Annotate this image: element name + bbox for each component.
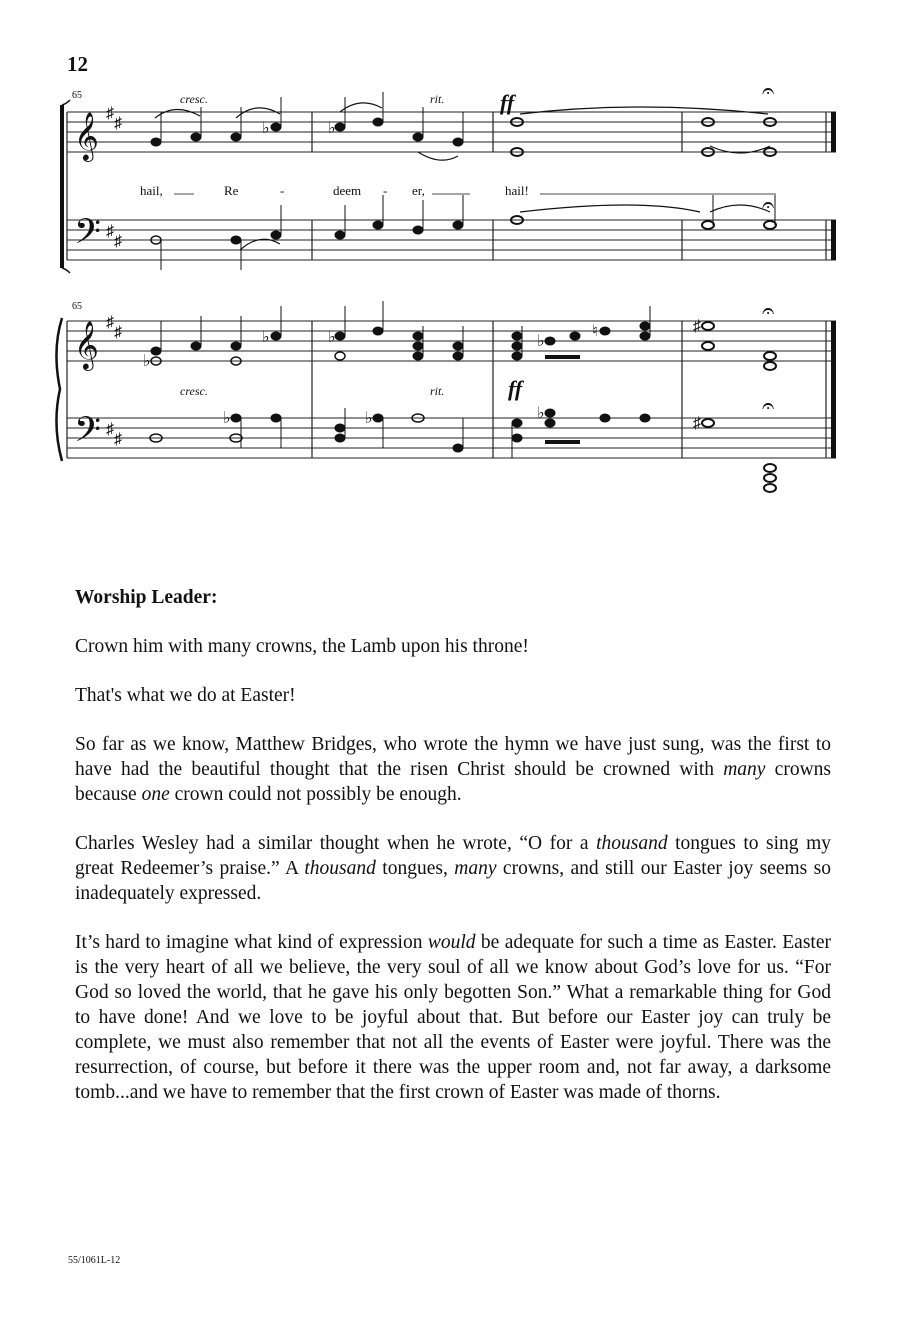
note — [231, 133, 241, 141]
section-heading: Worship Leader: — [75, 587, 218, 608]
bass-clef-icon: 𝄢 — [74, 214, 102, 260]
text-run: It’s hard to imagine what kind of expression — [75, 932, 428, 953]
dynamic-marking: rit. — [430, 92, 445, 106]
note — [271, 414, 281, 422]
text-run: tongues, — [375, 858, 455, 879]
note — [640, 322, 650, 330]
beams — [545, 355, 580, 444]
note — [271, 123, 281, 131]
reading-text — [75, 634, 831, 1129]
svg-text:♯: ♯ — [114, 233, 122, 250]
note — [512, 434, 522, 442]
note — [413, 226, 423, 234]
text-run: be adequate for such a time as Easter. Easter is the very heart of all we believe, the very soul of all we know about God’s love for us. “For God so loved the world, that he gave his only begotten Son.” What a remarkable thing for God to have done! And we love to be joyful about that. But before our Easter joy can truly be complete, we must also remember that not all the events of Easter were joyful. There was the resurrection, of course, but before it there was the upper room and, not far away, a darksome tomb...and we have to remember that the first crown of Easter was made of thorns. — [75, 932, 831, 1103]
note — [335, 424, 345, 432]
note — [231, 236, 241, 244]
note — [373, 414, 383, 422]
note — [764, 352, 776, 360]
bass-clef-icon: 𝄢 — [74, 412, 102, 458]
note — [764, 484, 776, 492]
note — [151, 347, 161, 355]
dynamic-marking: cresc. — [180, 384, 208, 398]
emphasis: many — [454, 858, 497, 879]
note — [545, 409, 555, 417]
note — [231, 342, 241, 350]
note — [373, 327, 383, 335]
note — [545, 337, 555, 345]
note — [151, 138, 161, 146]
text-run: crown could not possibly be enough. — [169, 784, 462, 805]
staff-lines — [67, 112, 836, 458]
note — [764, 221, 776, 229]
note — [512, 352, 522, 360]
note — [271, 332, 281, 340]
choir-stems — [161, 92, 775, 270]
emphasis: one — [141, 784, 170, 805]
note — [453, 352, 463, 360]
svg-text:♯: ♯ — [114, 431, 122, 448]
note — [702, 322, 714, 330]
paragraph — [75, 683, 831, 708]
note — [764, 474, 776, 482]
paragraph — [75, 732, 831, 807]
text-run: crowns because — [75, 759, 831, 805]
note — [764, 464, 776, 472]
lyric-syllable: hail! — [505, 183, 529, 198]
treble-clef-icon: 𝄞 — [74, 323, 99, 369]
measure-number: 65 — [72, 301, 82, 312]
dynamic-marking: cresc. — [180, 92, 208, 106]
fermata-icon: 𝄐 — [762, 78, 775, 103]
fermata-icon: 𝄐 — [762, 298, 775, 323]
paragraph — [75, 930, 831, 1105]
note — [512, 342, 522, 350]
lyric-syllable: - — [383, 183, 388, 198]
emphasis: thousand — [596, 833, 668, 854]
note — [413, 133, 423, 141]
lyric-syllable: hail, — [140, 183, 163, 198]
note — [640, 332, 650, 340]
footer-code: 55/1061L-12 — [68, 1255, 121, 1266]
lyric-syllable: er, — [412, 183, 425, 198]
note — [271, 231, 281, 239]
final-barlines — [831, 112, 836, 458]
note — [335, 231, 345, 239]
note — [373, 118, 383, 126]
note — [191, 342, 201, 350]
svg-text:♯: ♯ — [114, 115, 122, 132]
note — [764, 362, 776, 370]
svg-text:♮: ♮ — [592, 323, 598, 340]
note — [453, 221, 463, 229]
music-score — [0, 0, 900, 520]
note — [512, 332, 522, 340]
note — [335, 352, 345, 360]
lyric-syllable: deem — [333, 183, 362, 198]
note — [413, 352, 423, 360]
note — [413, 342, 423, 350]
text-run: That's what we do at Easter! — [75, 685, 296, 706]
accidentals — [143, 120, 701, 432]
note — [335, 123, 345, 131]
note — [512, 419, 522, 427]
key-signatures — [106, 105, 122, 448]
svg-text:♭: ♭ — [328, 120, 336, 137]
fermata-icon: 𝄐 — [762, 393, 775, 418]
svg-text:♭: ♭ — [143, 353, 151, 370]
svg-text:♭: ♭ — [537, 405, 545, 422]
note — [545, 419, 555, 427]
fermata-icon: 𝄐 — [762, 192, 775, 217]
text-run: So far as we know, Matthew Bridges, who wrote the hymn we have just sung, was the first to have had the beautiful thought that the risen Christ should be crowned with — [75, 734, 831, 780]
paragraph — [75, 831, 831, 906]
note — [453, 138, 463, 146]
svg-text:♭: ♭ — [365, 410, 373, 427]
note — [373, 221, 383, 229]
clefs — [74, 112, 101, 458]
paragraph — [75, 634, 831, 659]
note — [335, 332, 345, 340]
svg-text:♯: ♯ — [106, 421, 114, 438]
text-run: Crown him with many crowns, the Lamb upon his throne! — [75, 636, 529, 657]
svg-text:♯: ♯ — [693, 318, 701, 335]
note — [335, 434, 345, 442]
note — [413, 332, 423, 340]
system-brackets — [56, 100, 70, 461]
note — [191, 133, 201, 141]
svg-text:♯: ♯ — [106, 223, 114, 240]
svg-text:♯: ♯ — [106, 105, 114, 122]
svg-text:♭: ♭ — [262, 329, 270, 346]
note — [600, 414, 610, 422]
note — [231, 414, 241, 422]
note — [640, 414, 650, 422]
note — [600, 327, 610, 335]
lyric-syllable: Re — [224, 183, 239, 198]
svg-text:♭: ♭ — [328, 329, 336, 346]
measure-number: 65 — [72, 90, 82, 101]
svg-text:♭: ♭ — [262, 120, 270, 137]
note — [702, 342, 714, 350]
emphasis: would — [427, 932, 476, 953]
note — [702, 419, 714, 427]
dynamic-marking: ff — [508, 376, 523, 401]
dynamic-marking: rit. — [430, 384, 445, 398]
svg-text:♯: ♯ — [106, 314, 114, 331]
text-run: Charles Wesley had a similar thought when he wrote, “O for a — [75, 833, 597, 854]
page-number: 12 — [67, 52, 88, 76]
emphasis: thousand — [304, 858, 376, 879]
text-run: crowns, and still our Easter joy seems so inadequately expressed. — [75, 858, 831, 904]
svg-text:♯: ♯ — [693, 415, 701, 432]
svg-text:♭: ♭ — [223, 410, 231, 427]
svg-text:♭: ♭ — [537, 333, 545, 350]
treble-clef-icon: 𝄞 — [74, 114, 99, 160]
note — [453, 342, 463, 350]
svg-text:♯: ♯ — [114, 324, 122, 341]
text-run: tongues to sing my great Redeemer’s praise.” A — [75, 833, 831, 879]
lyric-syllable: - — [280, 183, 285, 198]
lyrics — [140, 183, 776, 198]
emphasis: many — [723, 759, 766, 780]
note — [570, 332, 580, 340]
dynamic-marking: ff — [500, 90, 515, 115]
barlines — [67, 112, 826, 458]
note — [453, 444, 463, 452]
note — [702, 221, 714, 229]
